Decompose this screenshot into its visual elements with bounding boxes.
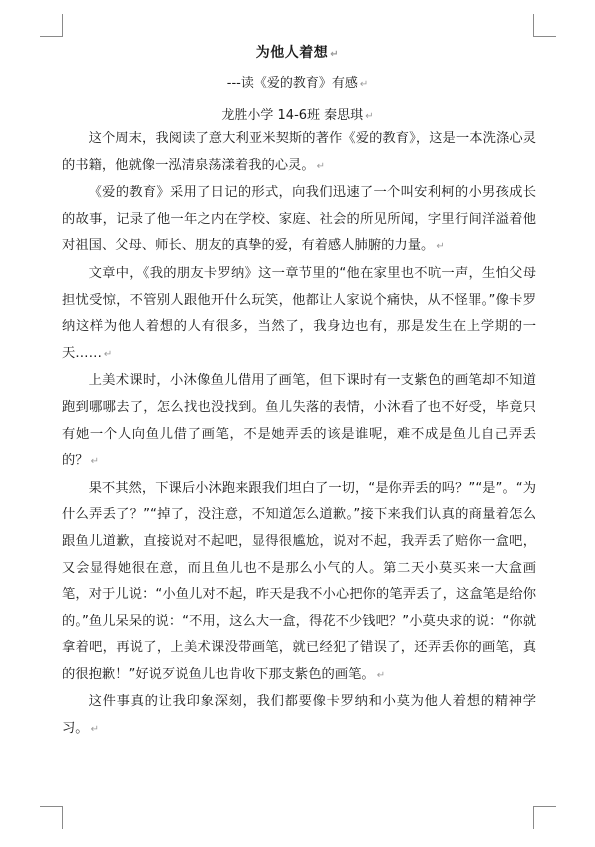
paragraph-text: 《爱的教育》采用了日记的形式，向我们迅速了一个叫安利柯的小男孩成长的故事，记录了他一年之内在学校、家庭、社会的所见所闻，字里行间洋溢着他对祖国、父母、师长、朋友的真挚的爱，有着感人肺腑的力量。 [62,185,536,254]
paragraph [62,180,536,261]
author-line [0,104,595,123]
paragraph-text: 上美术课时，小沐像鱼儿借用了画笔，但下课时有一支紫色的画笔却不知道跑到哪哪去了，怎么找也没找到。鱼儿失落的表情，小沐看了也不好受，毕竟只有她一个人向鱼儿借了画笔，不是她弄丢的该是谁呢，难不成是鱼儿自己弄丢的？ [62,373,536,469]
body-text [62,126,536,744]
paragraph [62,261,536,368]
document-subtitle [0,72,595,91]
paragraph [62,689,536,743]
paragraph-mark-icon: ↵ [436,241,445,253]
paragraph-mark-icon: ↵ [359,79,369,90]
paragraph-mark-icon: ↵ [90,724,99,736]
paragraph [62,476,536,690]
paragraph-text: 这个周末，我阅读了意大利亚米契斯的著作《爱的教育》，这是一本洗涤心灵的书籍，他就像一泓清泉荡漾着我的心灵。 [62,131,536,173]
paragraph [62,126,536,180]
paragraph-mark-icon: ↵ [103,348,113,360]
paragraph-mark-icon: ↵ [316,160,326,172]
paragraph-text: 这件事真的让我印象深刻，我们都要像卡罗纳和小莫为他人着想的精神学习。 [62,694,536,737]
title-text: 为他人着想 [255,45,329,61]
paragraph-text: 文章中，《我的朋友卡罗纳》这一章节里的“他在家里也不吭一声，生怕父母担忧受惊，不管别人跟他开什么玩笑，他都让人家说个痛快，从不怪罪。”像卡罗纳这样为他人着想的人有很多，当然了，我身边也有，那是发生在上学期的一天…… [62,265,536,361]
paragraph-mark-icon: ↵ [90,456,99,468]
crop-mark-bottom-left [40,806,63,829]
author-text: 龙胜小学 14-6班 秦思琪 [221,108,364,123]
paragraph-mark-icon: ↵ [365,111,374,122]
crop-mark-bottom-right [533,806,556,829]
paragraph-mark-icon: ↵ [376,669,386,681]
paragraph-text: 果不其然，下课后小沐跑来跟我们坦白了一切，“是你弄丢的吗？”“是”。“为什么弄丢了？”“掉了，没注意，不知道怎么道歉。”接下来我们认真的商量着怎么跟鱼儿道歉，直接说对不起吧，显得很尴尬，说对不起，我弄丢了赔你一盒吧，又会显得她很在意，而且鱼儿也不是那么小气的人。第二天小莫买来一大盒画笔，对于儿说：“小鱼儿对不起，昨天是我不小心把你的笔弄丢了，这盒笔是给你的。”鱼儿呆呆的说：“不用，这么大一盒，得花不少钱吧？”小莫央求的说：“你就拿着吧，再说了，上美术课没带画笔，就已经犯了错误了，还弄丢你的画笔，真的很抱歉！”好说歹说鱼儿也肯收下那支紫色的画笔。 [62,480,536,682]
paragraph [62,368,536,475]
crop-mark-top-left [40,14,63,37]
crop-mark-top-right [533,14,556,37]
paragraph-mark-icon: ↵ [330,49,340,60]
document-title [0,42,595,62]
subtitle-text: ---读《爱的教育》有感 [226,76,358,91]
